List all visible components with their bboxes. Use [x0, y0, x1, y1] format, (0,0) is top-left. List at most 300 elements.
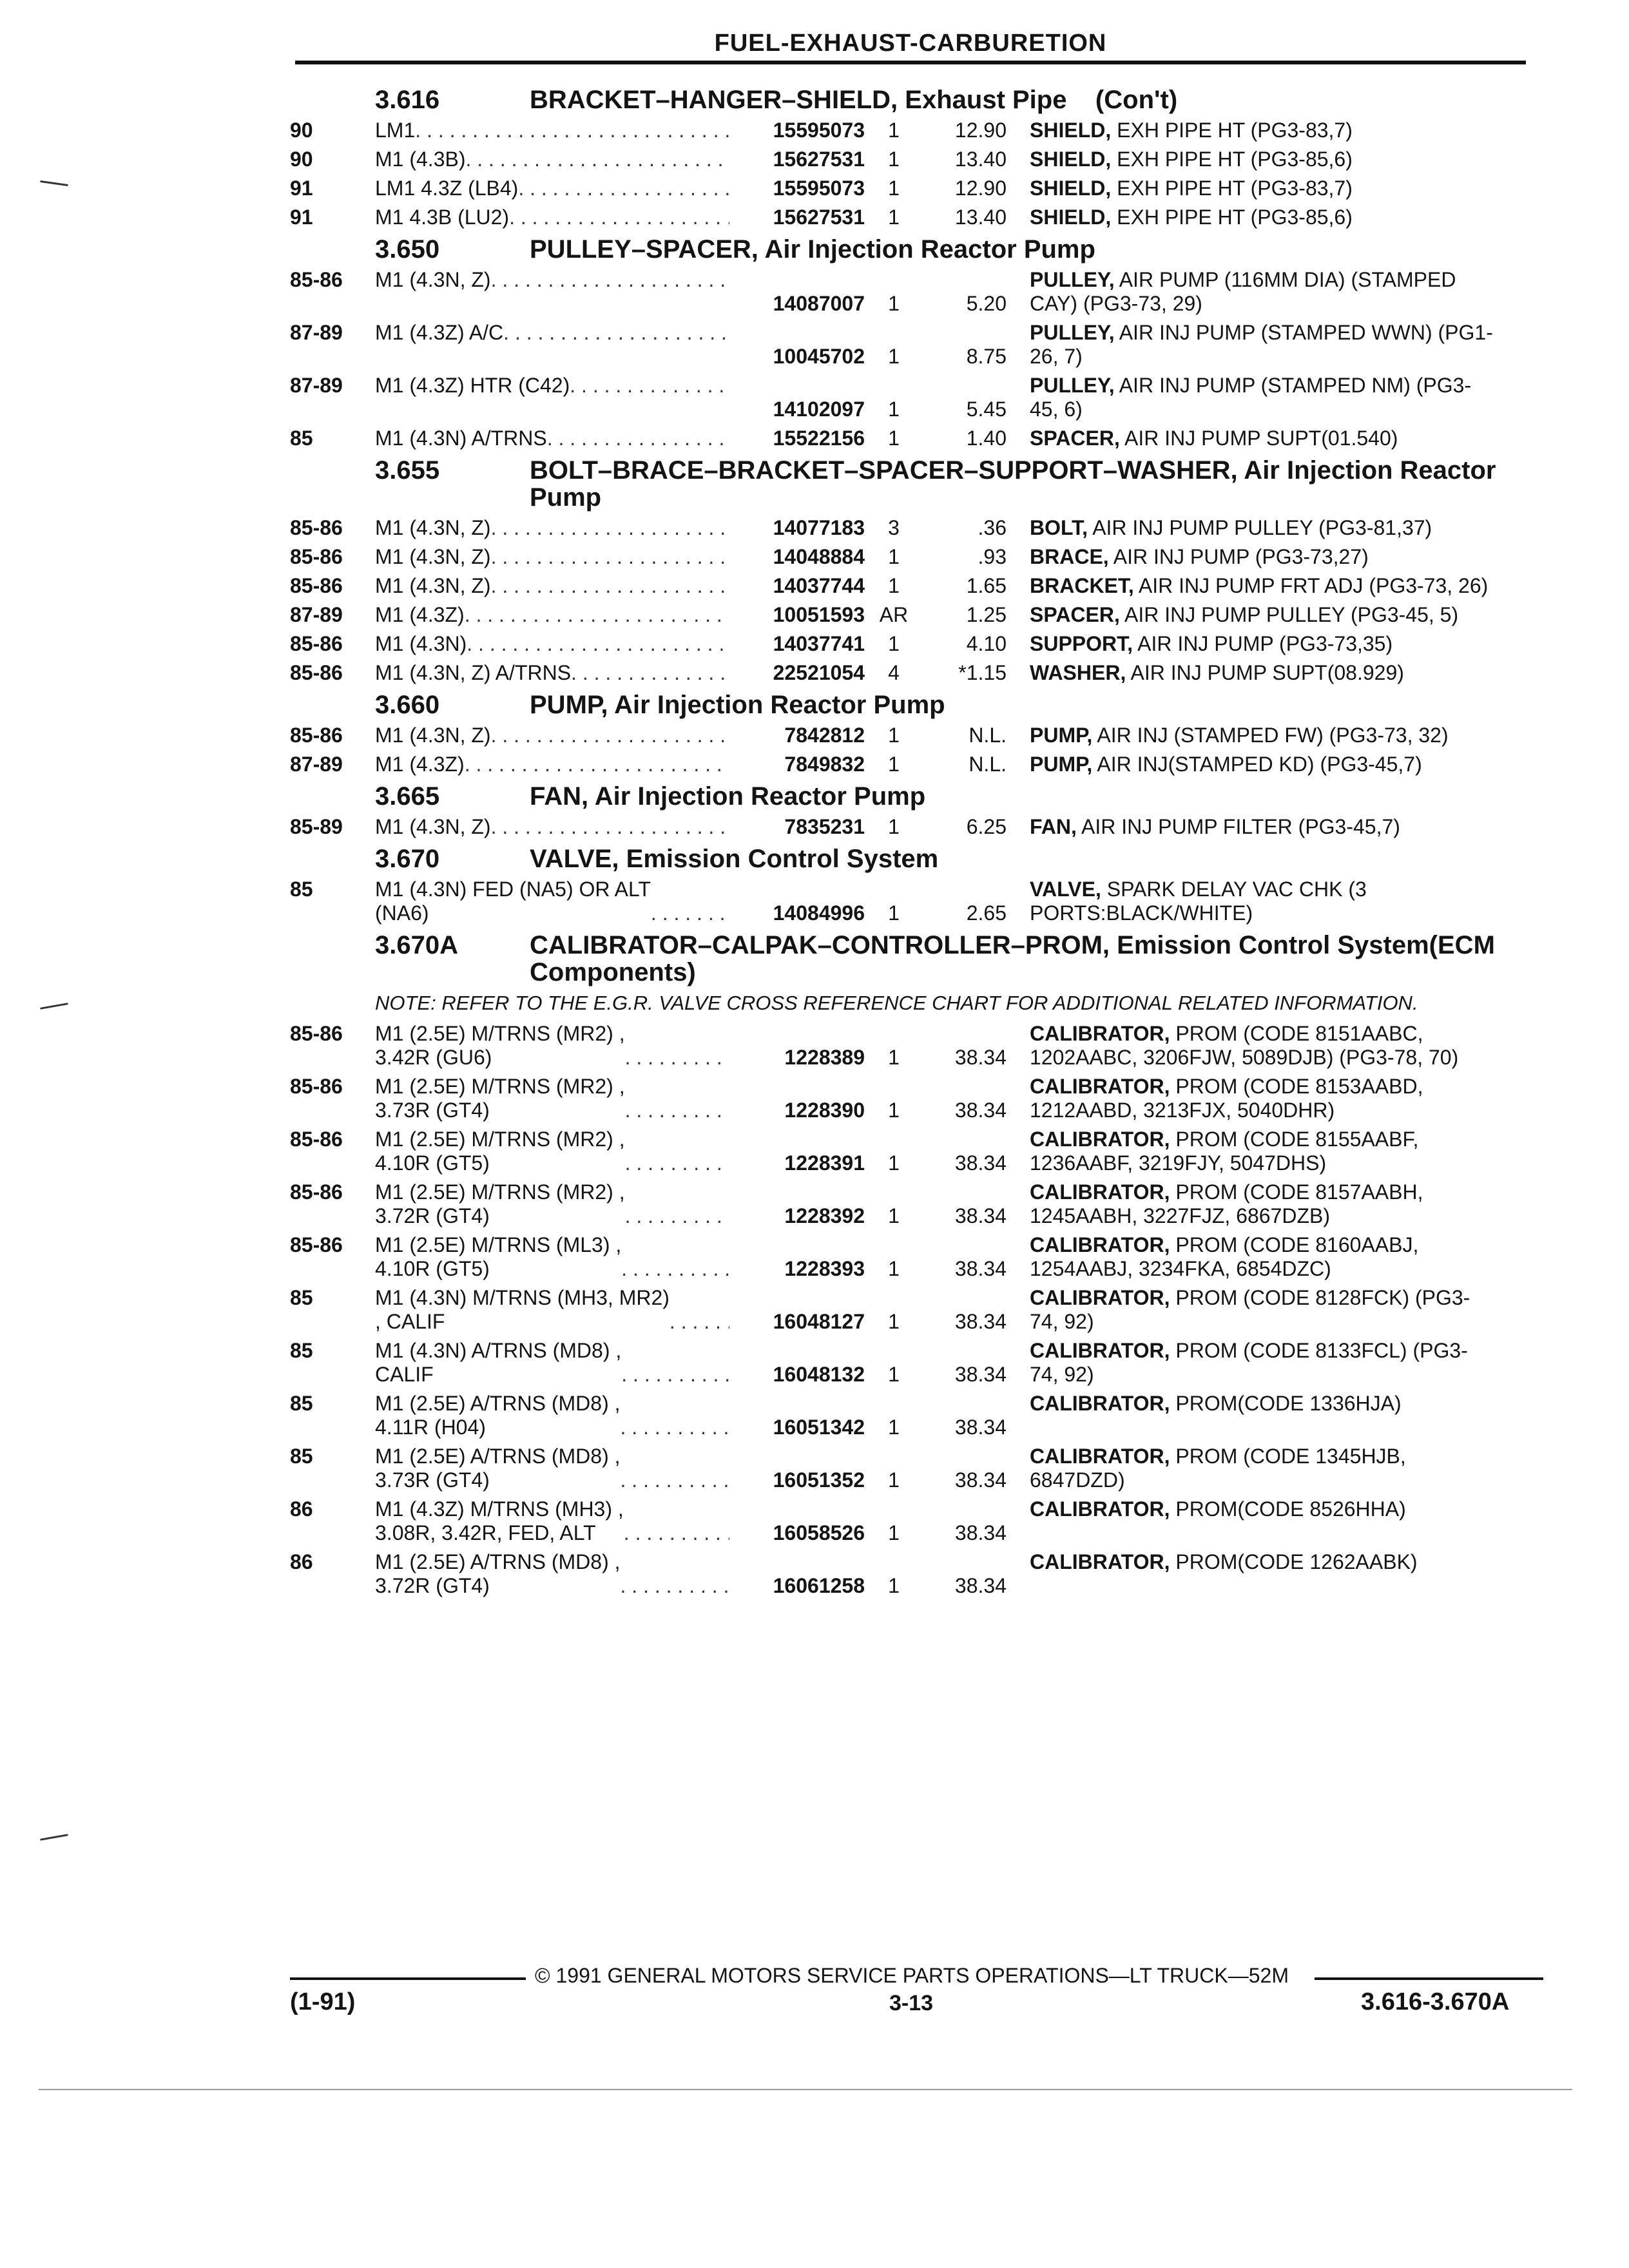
part-description — [1007, 1392, 1534, 1416]
part-row — [290, 724, 1534, 747]
price: 12.90 — [954, 177, 1007, 200]
model-years: 87-89 — [290, 321, 343, 344]
model-application — [375, 1075, 729, 1122]
footer-page-number: 3-13 — [889, 1991, 934, 2015]
price: 1.40 — [966, 427, 1007, 450]
part-description — [1007, 1550, 1534, 1574]
part-detail: AIR INJ PUMP (STAMPED WWN) (PG1-26, 7) — [1030, 321, 1493, 368]
model-text: M1 (4.3N, Z) A/TRNS — [375, 661, 572, 684]
dot-leader — [621, 1257, 729, 1281]
part-number: 14037741 — [773, 632, 865, 655]
part-detail: AIR INJ (STAMPED FW) (PG3-73, 32) — [1092, 724, 1449, 747]
part-name: BOLT, — [1030, 516, 1088, 539]
part-description — [1007, 374, 1534, 421]
quantity: 1 — [888, 724, 900, 747]
part-number: 14084996 — [773, 901, 865, 925]
dot-leader — [491, 545, 729, 569]
section-title: CALIBRATOR–CALPAK–CONTROLLER–PROM, Emission Control System(ECM Components) — [530, 931, 1503, 986]
model-application — [375, 1128, 729, 1175]
section-heading — [290, 783, 1534, 810]
price: 38.34 — [954, 1099, 1007, 1122]
model-text: M1 (4.3N) M/TRNS (MH3, MR2) , CALIF — [375, 1286, 670, 1333]
footer-rule-right — [1315, 1977, 1543, 1980]
dot-leader — [571, 661, 729, 685]
catalog-section — [290, 691, 1534, 776]
part-name: CALIBRATOR, — [1030, 1233, 1170, 1256]
part-row — [290, 1022, 1534, 1070]
part-number: 7842812 — [784, 724, 865, 747]
quantity: 1 — [888, 206, 900, 229]
quantity: 1 — [888, 1204, 900, 1227]
model-application — [375, 632, 729, 656]
price: 6.25 — [966, 815, 1007, 838]
model-years: 85 — [290, 1445, 313, 1468]
section-number: 3.616 — [375, 86, 440, 114]
price: 38.34 — [954, 1257, 1007, 1280]
part-row — [290, 1233, 1534, 1281]
part-name: CALIBRATOR, — [1030, 1339, 1170, 1362]
scan-bottom-rule — [39, 2089, 1572, 2090]
part-name: WASHER, — [1030, 661, 1126, 684]
model-years: 87-89 — [290, 374, 343, 397]
dot-leader — [491, 574, 729, 598]
part-description — [1007, 724, 1534, 747]
dot-leader — [509, 206, 729, 229]
price: *1.15 — [958, 661, 1007, 684]
part-name: CALIBRATOR, — [1030, 1286, 1170, 1309]
model-years: 85-86 — [290, 268, 343, 291]
model-years: 85-86 — [290, 574, 343, 597]
model-application — [375, 177, 729, 200]
model-text: M1 (2.5E) A/TRNS (MD8) , 4.11R (H04) — [375, 1392, 621, 1439]
part-detail: AIR INJ PUMP (STAMPED NM) (PG3-45, 6) — [1030, 374, 1472, 421]
part-name: SPACER, — [1030, 427, 1120, 450]
model-text: M1 4.3B (LU2) — [375, 206, 510, 229]
part-detail: SPARK DELAY VAC CHK (3 PORTS:BLACK/WHITE) — [1030, 878, 1367, 925]
quantity: AR — [879, 603, 909, 626]
part-description — [1007, 119, 1534, 142]
part-name: CALIBRATOR, — [1030, 1445, 1170, 1468]
part-description — [1007, 1445, 1534, 1492]
dot-leader — [465, 603, 729, 627]
price: 4.10 — [966, 632, 1007, 655]
section-title: PULLEY–SPACER, Air Injection Reactor Pump — [530, 235, 1095, 264]
model-years: 90 — [290, 119, 313, 142]
price: 38.34 — [954, 1468, 1007, 1492]
quantity: 1 — [888, 545, 900, 568]
part-number: 22521054 — [773, 661, 865, 684]
part-row — [290, 815, 1534, 839]
model-years: 85-86 — [290, 1180, 343, 1204]
part-row — [290, 1550, 1534, 1598]
part-row — [290, 148, 1534, 171]
model-application — [375, 1497, 729, 1545]
quantity: 1 — [888, 398, 900, 421]
quantity: 1 — [888, 177, 900, 200]
price: N.L. — [969, 724, 1007, 747]
footer-section-range: 3.616-3.670A — [1361, 1988, 1510, 2015]
model-years: 85 — [290, 1339, 313, 1362]
dot-leader — [465, 753, 729, 776]
part-number: 14037744 — [773, 574, 865, 597]
dot-leader — [503, 321, 729, 345]
part-description — [1007, 1022, 1534, 1070]
part-number: 16058526 — [773, 1521, 865, 1544]
part-name: SHIELD, — [1030, 119, 1112, 142]
part-number: 1228392 — [784, 1204, 865, 1227]
catalog-section — [290, 236, 1534, 450]
part-number: 7849832 — [784, 753, 865, 776]
part-detail: AIR INJ PUMP PULLEY (PG3-45, 5) — [1119, 603, 1459, 626]
model-application — [375, 516, 729, 540]
part-row — [290, 177, 1534, 200]
part-number: 16048132 — [773, 1363, 865, 1386]
part-number: 7835231 — [784, 815, 865, 838]
part-detail: PROM (CODE 8151AABC, 1202AABC, 3206FJW, 5089DJB) (PG3-78, 70) — [1030, 1022, 1459, 1069]
model-years: 85-86 — [290, 632, 343, 655]
dot-leader — [465, 148, 729, 171]
quantity: 1 — [888, 1257, 900, 1280]
model-text: LM1 4.3Z (LB4) — [375, 177, 519, 200]
model-years: 87-89 — [290, 603, 343, 626]
dot-leader — [518, 177, 729, 200]
dot-leader — [621, 1468, 730, 1492]
part-description — [1007, 427, 1534, 450]
part-row — [290, 1497, 1534, 1545]
part-detail: AIR INJ PUMP FILTER (PG3-45,7) — [1076, 815, 1400, 838]
part-row — [290, 661, 1534, 685]
model-years: 86 — [290, 1497, 313, 1521]
part-number: 1228393 — [784, 1257, 865, 1280]
part-number: 16051352 — [773, 1468, 865, 1492]
dot-leader — [415, 119, 729, 142]
quantity: 1 — [888, 1468, 900, 1492]
part-description — [1007, 603, 1534, 627]
model-application — [375, 574, 729, 598]
model-text: M1 (2.5E) A/TRNS (MD8) , 3.72R (GT4) — [375, 1550, 621, 1597]
quantity: 1 — [888, 632, 900, 655]
model-years: 91 — [290, 206, 313, 229]
model-application — [375, 1022, 729, 1070]
footer-date: (1-91) — [290, 1988, 356, 2015]
price: 38.34 — [954, 1204, 1007, 1227]
model-text: M1 (4.3N) A/TRNS (MD8) , CALIF — [375, 1339, 622, 1386]
model-years: 85 — [290, 1392, 313, 1415]
part-row — [290, 632, 1534, 656]
model-text: M1 (4.3Z) M/TRNS (MH3) , 3.08R, 3.42R, FED, ALT — [375, 1497, 624, 1544]
price: 38.34 — [954, 1046, 1007, 1069]
part-number: 16051342 — [773, 1416, 865, 1439]
price: 38.34 — [954, 1310, 1007, 1333]
section-number: 3.670 — [375, 845, 440, 873]
dot-leader — [625, 1204, 729, 1228]
dot-leader — [491, 724, 729, 747]
price: 1.65 — [966, 574, 1007, 597]
quantity: 1 — [888, 148, 900, 171]
part-detail: AIR INJ PUMP PULLEY (PG3-81,37) — [1088, 516, 1432, 539]
footer-copyright: © 1991 GENERAL MOTORS SERVICE PARTS OPERATIONS—LT TRUCK—52M — [535, 1964, 1289, 1987]
part-number: 16048127 — [773, 1310, 865, 1333]
part-detail: EXH PIPE HT (PG3-83,7) — [1111, 119, 1353, 142]
model-text: M1 (4.3N, Z) — [375, 574, 491, 597]
part-detail: AIR INJ PUMP SUPT(08.929) — [1126, 661, 1404, 684]
part-name: PUMP, — [1030, 724, 1093, 747]
model-years: 85-86 — [290, 1075, 343, 1098]
catalog-section — [290, 932, 1534, 1598]
quantity: 1 — [888, 427, 900, 450]
section-title: FAN, Air Injection Reactor Pump — [530, 782, 926, 811]
section-heading — [290, 86, 1534, 113]
part-description — [1007, 1075, 1534, 1122]
price: 5.20 — [966, 292, 1007, 315]
section-note: NOTE: REFER TO THE E.G.R. VALVE CROSS REFERENCE CHART FOR ADDITIONAL RELATED INFORMATION. — [375, 992, 1418, 1014]
price: 38.34 — [954, 1416, 1007, 1439]
part-row — [290, 1180, 1534, 1228]
model-text: M1 (4.3Z) HTR (C42) — [375, 374, 570, 397]
model-application — [375, 427, 729, 450]
price: N.L. — [969, 753, 1007, 776]
part-number: 15595073 — [773, 119, 865, 142]
part-row — [290, 427, 1534, 450]
section-number: 3.665 — [375, 782, 440, 811]
part-detail: AIR INJ PUMP SUPT(01.540) — [1119, 427, 1398, 450]
part-detail: EXH PIPE HT (PG3-85,6) — [1111, 148, 1353, 171]
part-detail: PROM (CODE 8133FCL) (PG3-74, 92) — [1030, 1339, 1468, 1386]
catalog-section — [290, 457, 1534, 685]
part-detail: PROM (CODE 8157AABH, 1245AABH, 3227FJZ, 6867DZB) — [1030, 1180, 1423, 1227]
part-row — [290, 603, 1534, 627]
dot-leader — [625, 1151, 729, 1175]
section-number: 3.670A — [375, 931, 458, 959]
model-years: 85-86 — [290, 1128, 343, 1151]
quantity: 1 — [888, 1521, 900, 1544]
model-application — [375, 545, 729, 569]
quantity: 1 — [888, 1099, 900, 1122]
part-row — [290, 321, 1534, 369]
model-years: 91 — [290, 177, 313, 200]
dot-leader — [670, 1310, 729, 1334]
section-heading — [290, 932, 1534, 986]
model-application — [375, 1180, 729, 1228]
model-text: M1 (4.3N, Z) — [375, 545, 491, 568]
model-application — [375, 1392, 729, 1439]
price: 8.75 — [966, 345, 1007, 368]
price: 2.65 — [966, 901, 1007, 925]
part-number: 16061258 — [773, 1574, 865, 1597]
part-number: 15522156 — [773, 427, 865, 450]
quantity: 1 — [888, 1363, 900, 1386]
part-detail: PROM (CODE 1345HJB, 6847DZD) — [1030, 1445, 1406, 1492]
model-text: M1 (4.3N) — [375, 632, 467, 655]
part-number: 15627531 — [773, 148, 865, 171]
part-number: 14048884 — [773, 545, 865, 568]
page-header-title: FUEL-EXHAUST-CARBURETION — [714, 30, 1107, 57]
part-row — [290, 1392, 1534, 1439]
part-name: CALIBRATOR, — [1030, 1180, 1170, 1204]
part-description — [1007, 1497, 1534, 1521]
part-name: SUPPORT, — [1030, 632, 1133, 655]
model-text: LM1 — [375, 119, 416, 142]
model-application — [375, 603, 729, 627]
model-text: M1 (2.5E) M/TRNS (MR2) , 3.42R (GU6) — [375, 1022, 625, 1069]
part-name: PULLEY, — [1030, 268, 1115, 291]
part-row — [290, 374, 1534, 421]
part-description — [1007, 1286, 1534, 1334]
part-name: VALVE, — [1030, 878, 1101, 901]
model-text: M1 (4.3Z) A/C — [375, 321, 504, 344]
part-name: FAN, — [1030, 815, 1077, 838]
part-name: SHIELD, — [1030, 206, 1112, 229]
part-number: 1228390 — [784, 1099, 865, 1122]
model-years: 87-89 — [290, 753, 343, 776]
part-name: CALIBRATOR, — [1030, 1022, 1170, 1045]
section-heading — [290, 457, 1534, 511]
part-row — [290, 1075, 1534, 1122]
model-application — [375, 1445, 729, 1492]
model-text: M1 (2.5E) M/TRNS (ML3) , 4.10R (GT5) — [375, 1233, 622, 1280]
part-row — [290, 1339, 1534, 1387]
binder-hole-mark — [40, 180, 68, 186]
part-description — [1007, 321, 1534, 369]
part-detail: AIR INJ PUMP (PG3-73,35) — [1133, 632, 1393, 655]
price: 13.40 — [954, 206, 1007, 229]
part-number: 1228391 — [784, 1151, 865, 1175]
part-description — [1007, 206, 1534, 229]
model-years: 85 — [290, 427, 313, 450]
model-text: M1 (4.3N, Z) — [375, 268, 491, 291]
model-application — [375, 206, 729, 229]
part-detail: EXH PIPE HT (PG3-83,7) — [1111, 177, 1353, 200]
part-detail: PROM (CODE 8155AABF, 1236AABF, 3219FJY, 5047DHS) — [1030, 1128, 1419, 1175]
footer-rule-left — [290, 1977, 526, 1980]
model-years: 85 — [290, 878, 313, 901]
quantity: 1 — [888, 901, 900, 925]
binder-hole-mark — [40, 1834, 68, 1841]
price: 5.45 — [966, 398, 1007, 421]
part-name: CALIBRATOR, — [1030, 1497, 1170, 1521]
part-name: BRACKET, — [1030, 574, 1134, 597]
part-description — [1007, 268, 1534, 316]
part-description — [1007, 545, 1534, 569]
part-detail: AIR INJ(STAMPED KD) (PG3-45,7) — [1092, 753, 1422, 776]
model-application — [375, 374, 729, 398]
catalog-section — [290, 86, 1534, 229]
part-description — [1007, 1233, 1534, 1281]
quantity: 1 — [888, 1574, 900, 1597]
part-description — [1007, 177, 1534, 200]
part-name: CALIBRATOR, — [1030, 1550, 1170, 1573]
part-number: 10045702 — [773, 345, 865, 368]
model-text: M1 (4.3Z) — [375, 753, 465, 776]
part-name: PULLEY, — [1030, 374, 1115, 397]
part-description — [1007, 661, 1534, 685]
model-years: 85-86 — [290, 516, 343, 539]
part-description — [1007, 815, 1534, 839]
dot-leader — [621, 1363, 729, 1387]
model-years: 90 — [290, 148, 313, 171]
model-application — [375, 1233, 729, 1281]
part-detail: PROM (CODE 8128FCK) (PG3-74, 92) — [1030, 1286, 1470, 1333]
quantity: 1 — [888, 815, 900, 838]
part-name: CALIBRATOR, — [1030, 1392, 1170, 1415]
section-heading — [290, 845, 1534, 872]
quantity: 3 — [888, 516, 900, 539]
part-detail: PROM(CODE 1336HJA) — [1170, 1392, 1402, 1415]
catalog-section — [290, 783, 1534, 839]
model-application — [375, 878, 729, 925]
part-description — [1007, 878, 1534, 925]
dot-leader — [624, 1521, 729, 1545]
part-detail: AIR INJ PUMP FRT ADJ (PG3-73, 26) — [1133, 574, 1489, 597]
part-row — [290, 119, 1534, 142]
binder-hole-mark — [40, 1003, 68, 1010]
model-text: M1 (2.5E) M/TRNS (MR2) , 3.72R (GT4) — [375, 1180, 625, 1227]
part-row — [290, 1128, 1534, 1175]
section-number: 3.660 — [375, 691, 440, 719]
model-application — [375, 268, 729, 292]
model-text: M1 (4.3N, Z) — [375, 516, 491, 539]
price: 38.34 — [954, 1521, 1007, 1544]
part-number: 15595073 — [773, 177, 865, 200]
dot-leader — [621, 1574, 730, 1598]
model-application — [375, 724, 729, 747]
part-description — [1007, 632, 1534, 656]
dot-leader — [467, 632, 729, 656]
part-number: 14087007 — [773, 292, 865, 315]
quantity: 4 — [888, 661, 900, 684]
price: 1.25 — [966, 603, 1007, 626]
part-row — [290, 206, 1534, 229]
part-detail: PROM(CODE 1262AABK) — [1170, 1550, 1418, 1573]
part-name: SHIELD, — [1030, 148, 1112, 171]
quantity: 1 — [888, 292, 900, 315]
model-years: 85 — [290, 1286, 313, 1309]
model-text: M1 (4.3N, Z) — [375, 724, 491, 747]
part-number: 14077183 — [773, 516, 865, 539]
model-years: 86 — [290, 1550, 313, 1573]
dot-leader — [547, 427, 729, 450]
section-number: 3.650 — [375, 235, 440, 264]
model-application — [375, 1286, 729, 1334]
part-name: CALIBRATOR, — [1030, 1128, 1170, 1151]
part-row — [290, 1445, 1534, 1492]
part-detail: EXH PIPE HT (PG3-85,6) — [1111, 206, 1353, 229]
model-years: 85-86 — [290, 1022, 343, 1045]
section-number: 3.655 — [375, 456, 440, 485]
dot-leader — [621, 1416, 730, 1439]
part-number: 15627531 — [773, 206, 865, 229]
dot-leader — [491, 268, 729, 292]
part-detail: PROM(CODE 8526HHA) — [1170, 1497, 1406, 1521]
part-description — [1007, 516, 1534, 540]
part-description — [1007, 1339, 1534, 1387]
section-title: BOLT–BRACE–BRACKET–SPACER–SUPPORT–WASHER, Air Injection Reactor Pump — [530, 456, 1503, 512]
part-description — [1007, 1180, 1534, 1228]
model-text: M1 (2.5E) A/TRNS (MD8) , 3.73R (GT4) — [375, 1445, 621, 1492]
model-years: 85-86 — [290, 661, 343, 684]
part-row — [290, 268, 1534, 316]
dot-leader — [625, 1099, 729, 1122]
quantity: 1 — [888, 574, 900, 597]
part-row — [290, 545, 1534, 569]
dot-leader — [625, 1046, 729, 1070]
part-row — [290, 878, 1534, 925]
quantity: 1 — [888, 1416, 900, 1439]
part-name: PULLEY, — [1030, 321, 1115, 344]
part-number: 1228389 — [784, 1046, 865, 1069]
quantity: 1 — [888, 1151, 900, 1175]
part-name: SHIELD, — [1030, 177, 1112, 200]
